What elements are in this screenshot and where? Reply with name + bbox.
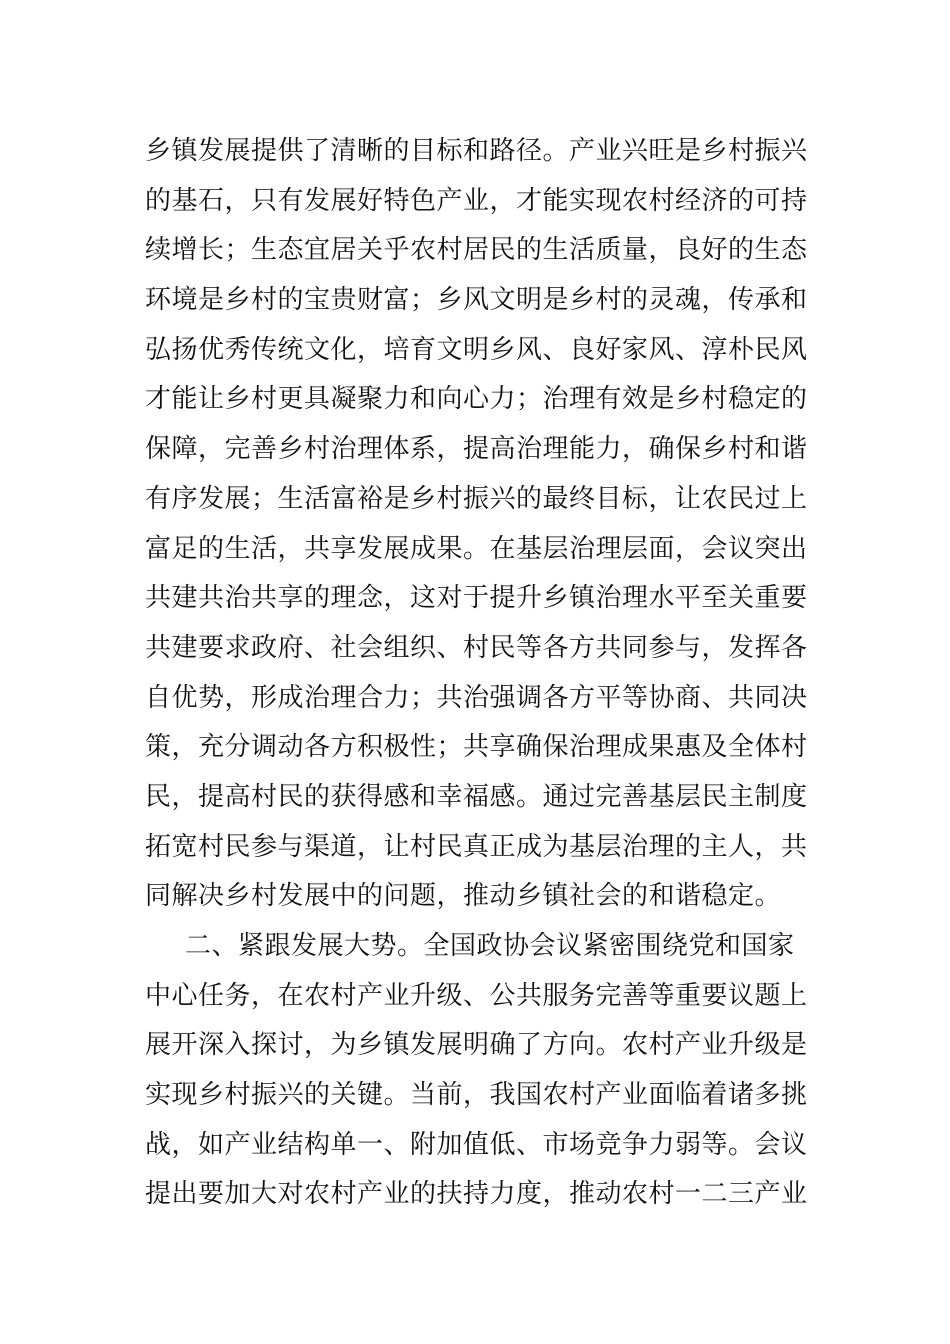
text-line: 保障，完善乡村治理体系，提高治理能力，确保乡村和谐 [145, 434, 808, 465]
text-line: 民，提高村民的获得感和幸福感。通过完善基层民主制度 [145, 781, 808, 812]
text-line: 中心任务，在农村产业升级、公共服务完善等重要议题上 [145, 980, 808, 1011]
text-line: 续增长；生态宜居关乎农村居民的生活质量，良好的生态 [145, 235, 808, 266]
text-line: 才能让乡村更具凝聚力和向心力；治理有效是乡村稳定的 [145, 384, 808, 415]
text-line: 环境是乡村的宝贵财富；乡风文明是乡村的灵魂，传承和 [145, 285, 808, 316]
section-heading-line: 二、紧跟发展大势。全国政协会议紧密围绕党和国家 [185, 931, 795, 961]
paragraph-rural-revitalization [145, 127, 807, 922]
text-line: 策，充分调动各方积极性；共享确保治理成果惠及全体村 [145, 732, 808, 763]
text-line: 战，如产业结构单一、附加值低、市场竞争力弱等。会议 [145, 1129, 808, 1160]
text-line: 有序发展；生活富裕是乡村振兴的最终目标，让农民过上 [145, 483, 808, 514]
text-line: 共建共治共享的理念，这对于提升乡镇治理水平至关重要 [145, 583, 808, 614]
text-line: 的基石，只有发展好特色产业，才能实现农村经济的可持 [145, 185, 808, 216]
text-line: 富足的生活，共享发展成果。在基层治理层面，会议突出 [145, 533, 808, 564]
text-line: 同解决乡村发展中的问题，推动乡镇社会的和谐稳定。 [145, 881, 782, 912]
text-line: 自优势，形成治理合力；共治强调各方平等协商、共同决 [145, 682, 808, 713]
text-line: 展开深入探讨，为乡镇发展明确了方向。农村产业升级是 [145, 1030, 808, 1061]
text-line: 拓宽村民参与渠道，让村民真正成为基层治理的主人，共 [145, 831, 808, 862]
text-line: 共建要求政府、社会组织、村民等各方共同参与，发挥各 [145, 632, 808, 663]
text-line: 弘扬优秀传统文化，培育文明乡风、良好家风、淳朴民风 [145, 334, 808, 365]
text-line: 提出要加大对农村产业的扶持力度，推动农村一二三产业 [145, 1179, 808, 1210]
text-line: 乡镇发展提供了清晰的目标和路径。产业兴旺是乡村振兴 [145, 136, 808, 166]
text-line: 实现乡村振兴的关键。当前，我国农村产业面临着诸多挑 [145, 1080, 808, 1111]
paragraph-development-trend [145, 922, 807, 1220]
